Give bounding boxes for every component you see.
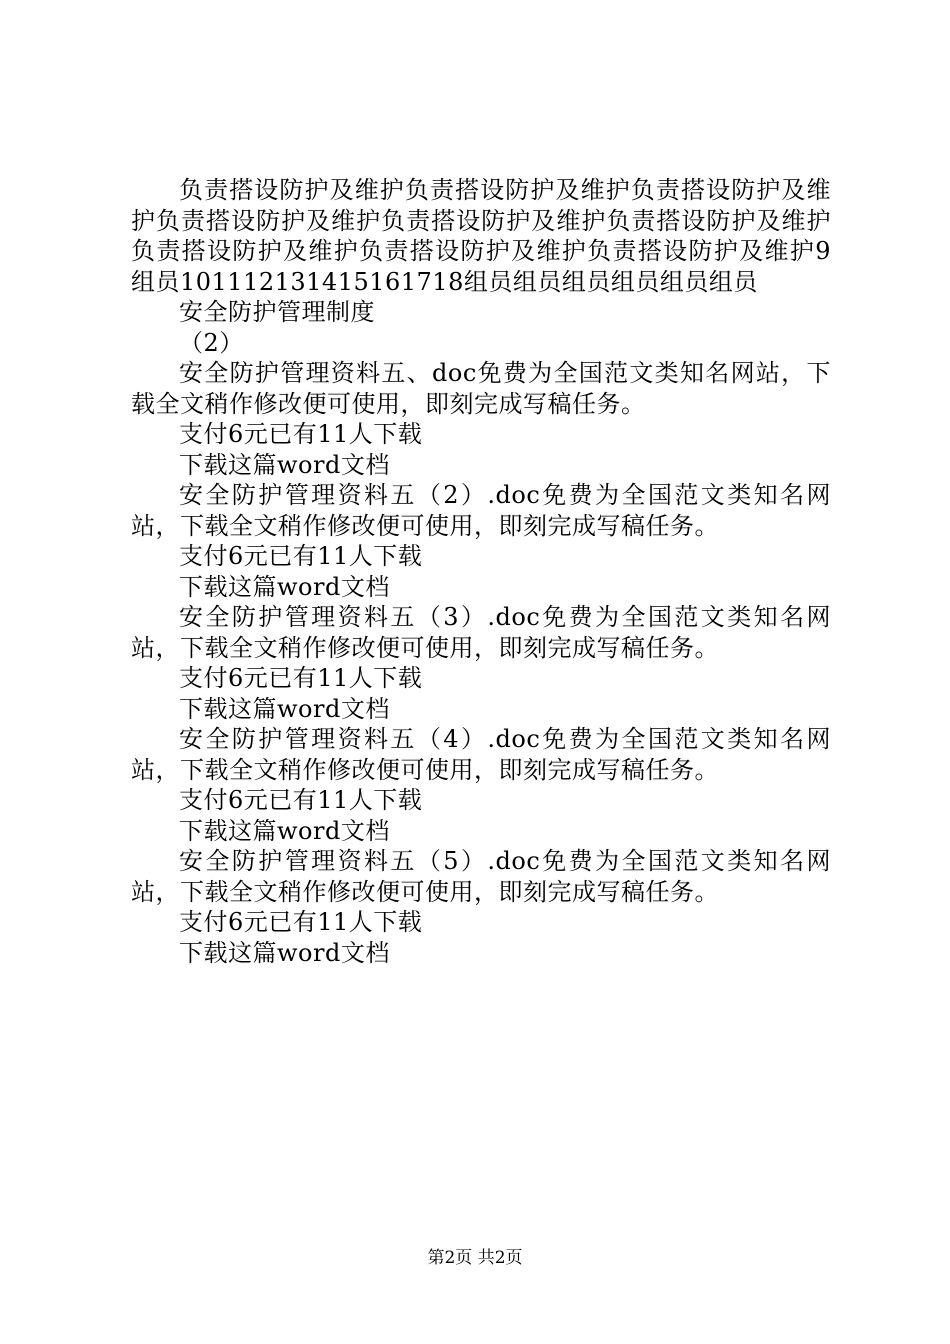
download-link[interactable]: 下载这篇word文档 [179,938,390,967]
download-link[interactable]: 下载这篇word文档 [179,450,390,479]
download-description: 安全防护管理资料五、doc免费为全国范文类知名网站，下载全文稍作修改便可使用，即刻完成写稿任务。 [131,359,831,418]
download-description: 安全防护管理资料五（4）.doc免费为全国范文类知名网站，下载全文稍作修改便可使用，即刻完成写稿任务。 [131,725,831,784]
payment-info: 支付6元已有11人下载 [179,786,423,814]
download-link[interactable]: 下载这篇word文档 [179,572,390,601]
document-body [131,175,831,968]
download-description: 安全防护管理资料五（5）.doc免费为全国范文类知名网站，下载全文稍作修改便可使用，即刻完成写稿任务。 [131,847,831,906]
download-link[interactable]: 下载这篇word文档 [179,816,390,845]
body-paragraph: 负责搭设防护及维护负责搭设防护及维护负责搭设防护及维护负责搭设防护及维护负责搭设防护及维护负责搭设防护及维护负责搭设防护及维护负责搭设防护及维护负责搭设防护及维护9组员101112131415161718组员组员组员组员组员组员 [131,176,831,296]
page-footer: 第2页 共2页 [427,1248,523,1268]
payment-info: 支付6元已有11人下载 [179,542,423,570]
payment-info: 支付6元已有11人下载 [179,908,423,936]
payment-info: 支付6元已有11人下载 [179,420,423,448]
download-link[interactable]: 下载这篇word文档 [179,694,390,723]
download-description: 安全防护管理资料五（2）.doc免费为全国范文类知名网站，下载全文稍作修改便可使用，即刻完成写稿任务。 [131,481,831,540]
section-title: 安全防护管理制度 [179,298,375,326]
payment-info: 支付6元已有11人下载 [179,664,423,692]
download-description: 安全防护管理资料五（3）.doc免费为全国范文类知名网站，下载全文稍作修改便可使用，即刻完成写稿任务。 [131,603,831,662]
section-number: （2） [179,328,244,357]
